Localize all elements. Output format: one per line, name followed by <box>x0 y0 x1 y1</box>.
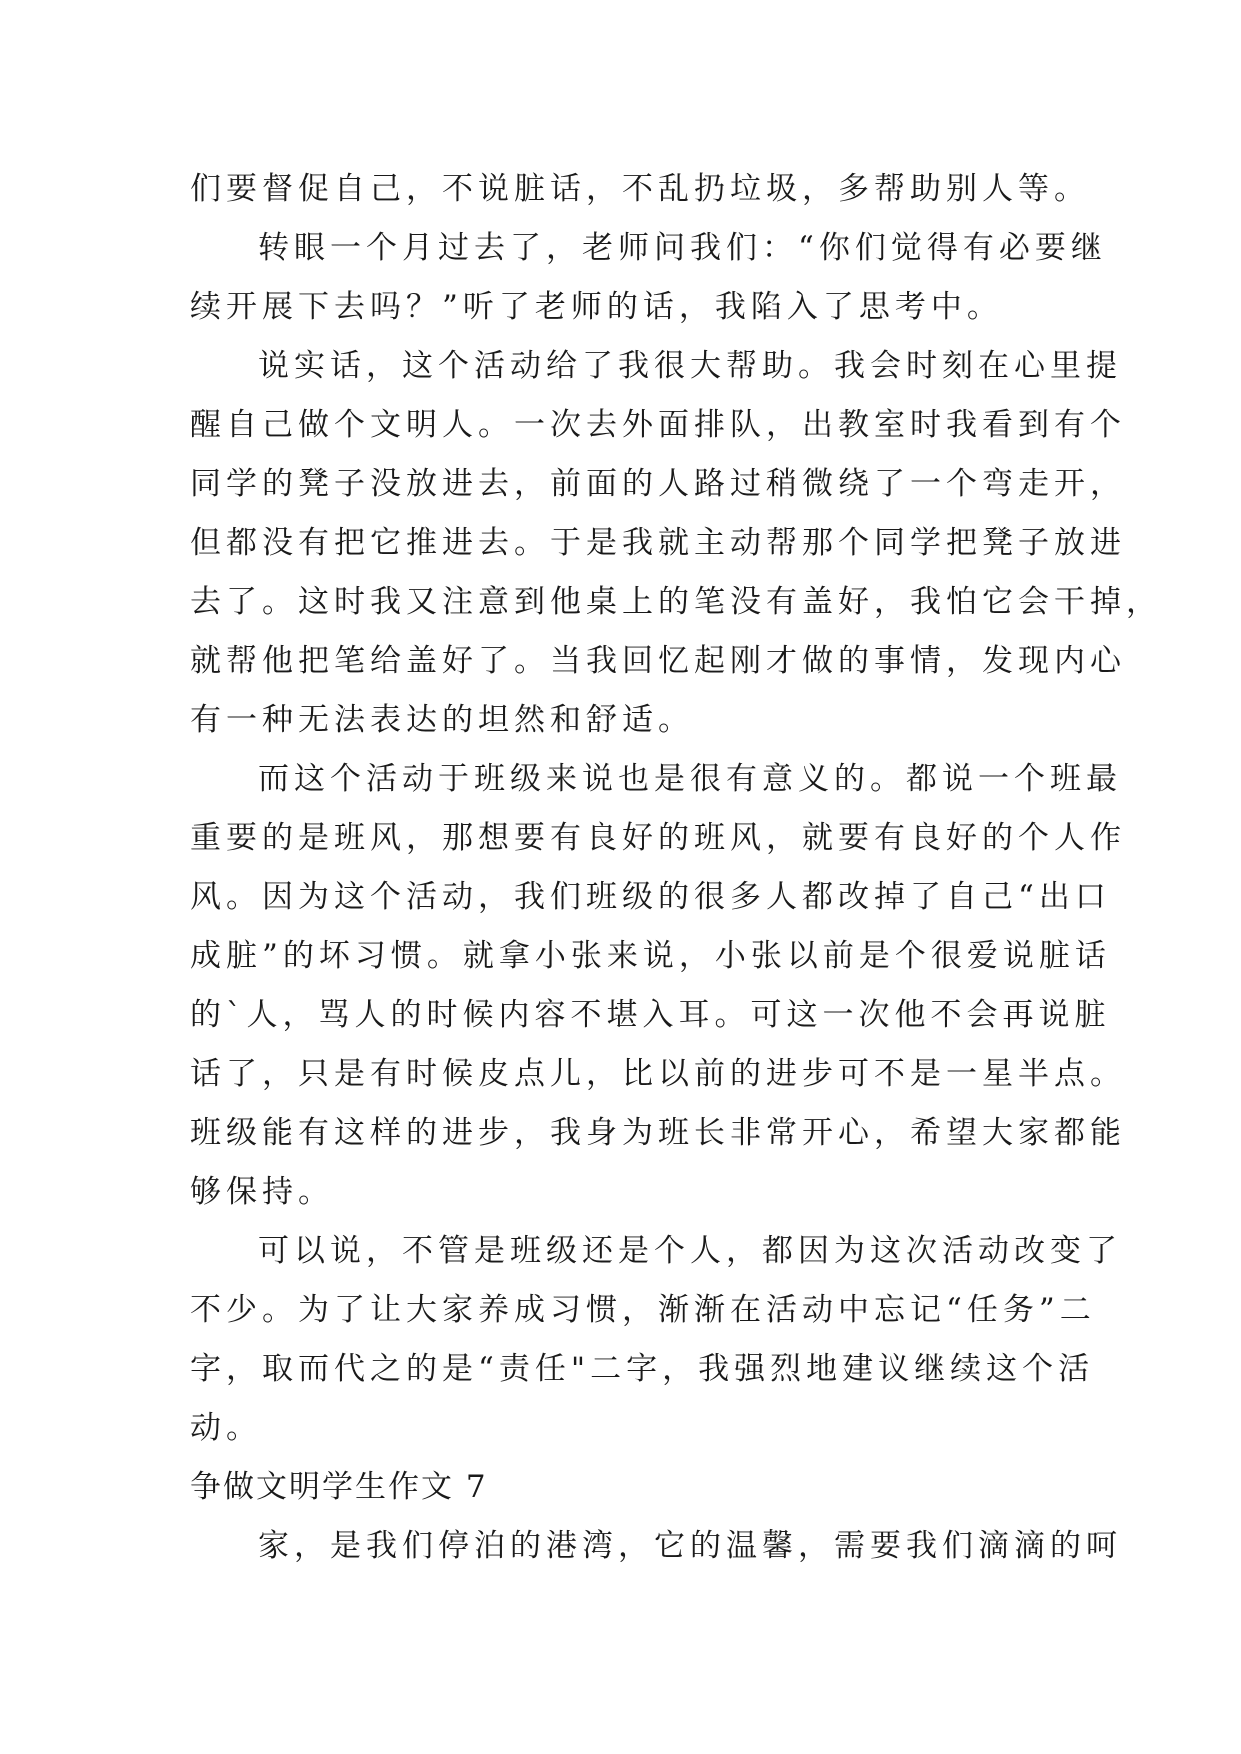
text-line: 字，取而代之的是“责任"二字，我强烈地建议继续这个活 <box>190 1351 1095 1387</box>
text-line: 但都没有把它推进去。于是我就主动帮那个同学把凳子放进 <box>190 525 1126 561</box>
text-line: 去了。这时我又注意到他桌上的笔没有盖好，我怕它会干掉， <box>190 584 1162 620</box>
text-line: 就帮他把笔给盖好了。当我回忆起刚才做的事情，发现内心 <box>190 643 1126 679</box>
section-heading: 争做文明学生作文 7 <box>190 1469 488 1505</box>
paragraph <box>190 1517 1122 1576</box>
text-line: 成脏”的坏习惯。就拿小张来说，小张以前是个很爱说脏话 <box>190 938 1111 974</box>
text-line: 家，是我们停泊的港湾，它的温馨，需要我们滴滴的呵 <box>258 1528 1122 1564</box>
text-line: 话了，只是有时候皮点儿，比以前的进步可不是一星半点。 <box>190 1056 1126 1092</box>
text-line: 而这个活动于班级来说也是很有意义的。都说一个班最 <box>258 761 1122 797</box>
text-line: 续开展下去吗？”听了老师的话，我陷入了思考中。 <box>190 289 1003 325</box>
text-line: 动。 <box>190 1410 262 1446</box>
paragraph <box>190 337 1162 750</box>
text-line: 说实话，这个活动给了我很大帮助。我会时刻在心里提 <box>258 348 1122 384</box>
text-line: 的`人，骂人的时候内容不堪入耳。可这一次他不会再说脏 <box>190 997 1111 1033</box>
text-line: 有一种无法表达的坦然和舒适。 <box>190 702 694 738</box>
document-body <box>190 160 1162 1576</box>
paragraph <box>190 160 1090 219</box>
paragraph <box>190 1222 1122 1458</box>
text-line: 可以说，不管是班级还是个人，都因为这次活动改变了 <box>258 1233 1122 1269</box>
paragraph <box>190 750 1126 1222</box>
text-line: 转眼一个月过去了，老师问我们：“你们觉得有必要继 <box>258 230 1107 266</box>
text-line: 够保持。 <box>190 1174 334 1210</box>
text-line: 重要的是班风，那想要有良好的班风，就要有良好的个人作 <box>190 820 1126 856</box>
text-line: 们要督促自己，不说脏话，不乱扔垃圾，多帮助别人等。 <box>190 171 1090 207</box>
text-line: 不少。为了让大家养成习惯，渐渐在活动中忘记“任务”二 <box>190 1292 1096 1328</box>
text-line: 同学的凳子没放进去，前面的人路过稍微绕了一个弯走开， <box>190 466 1126 502</box>
text-line: 醒自己做个文明人。一次去外面排队，出教室时我看到有个 <box>190 407 1126 443</box>
text-line: 风。因为这个活动，我们班级的很多人都改掉了自己“出口 <box>190 879 1111 915</box>
text-line: 班级能有这样的进步，我身为班长非常开心，希望大家都能 <box>190 1115 1126 1151</box>
paragraph <box>190 219 1107 337</box>
